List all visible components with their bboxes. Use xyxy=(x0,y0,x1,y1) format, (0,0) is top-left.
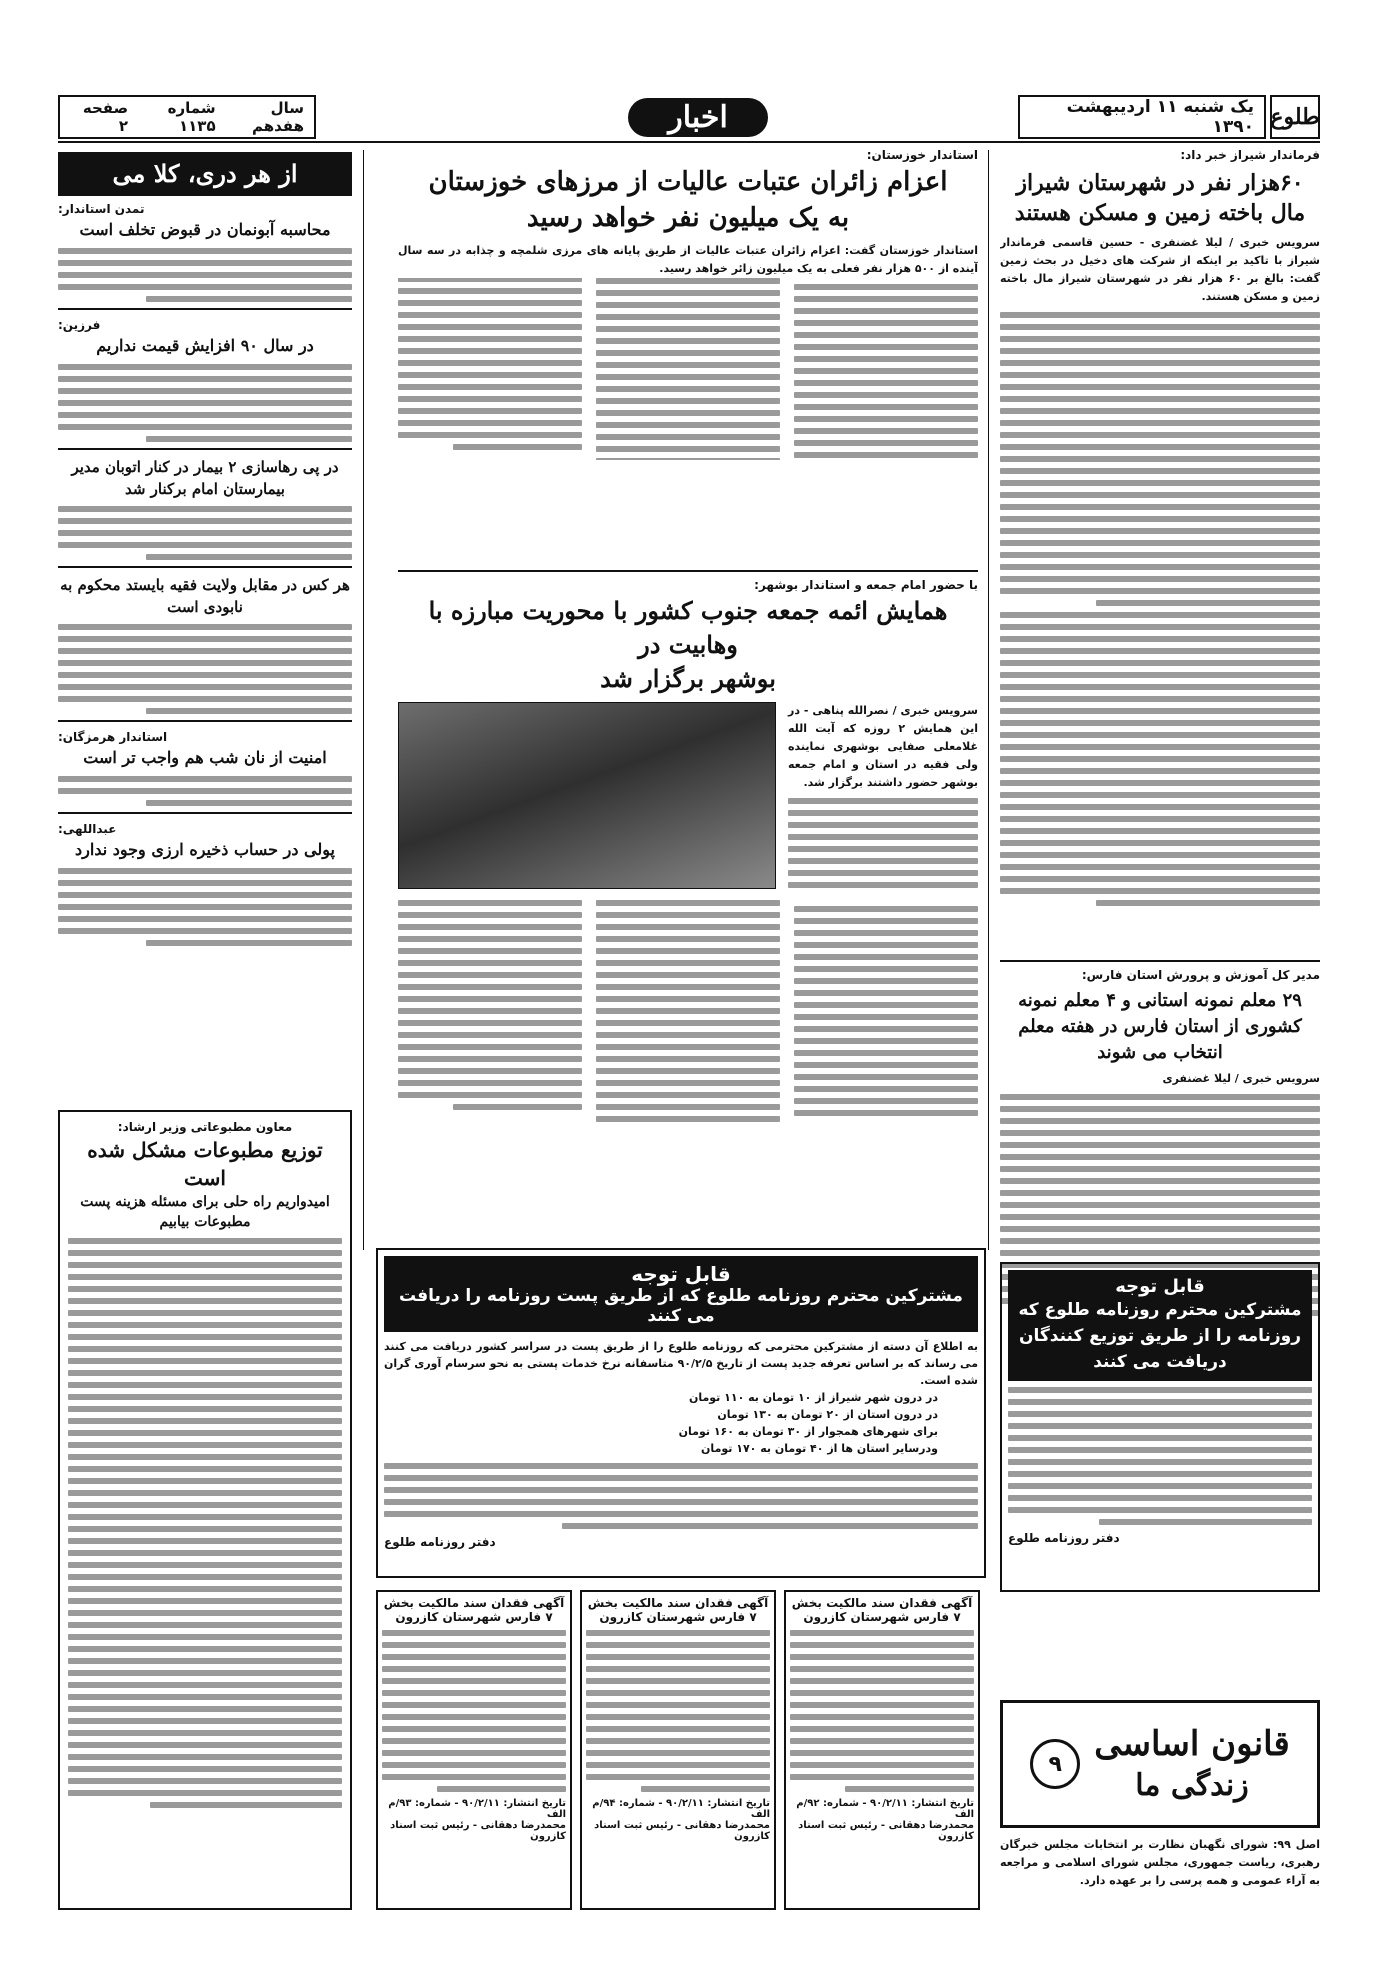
article-kicker: استاندار خوزستان: xyxy=(866,148,978,162)
notice-signature: دفتر روزنامه طلوع xyxy=(1008,1531,1120,1545)
article-headline: اعزام زائران عتبات عالیات از مرزهای خوزستان xyxy=(428,167,948,197)
notice-subtitle: مشترکین محترم روزنامه طلوع که از طریق پست روزنامه را دریافت می کنند xyxy=(399,1286,963,1326)
brief-item xyxy=(58,316,352,442)
brief-headline: در سال ۹۰ افزایش قیمت نداریم xyxy=(96,336,314,355)
article-body xyxy=(1000,312,1320,906)
constitution-number-badge: ۹ xyxy=(1030,1739,1080,1789)
left-column xyxy=(58,200,352,952)
brief-item xyxy=(58,456,352,560)
brief-headline: محاسبه آبونمان در قبوض تخلف است xyxy=(79,220,331,239)
notice-header xyxy=(1008,1270,1312,1381)
article-subheadline-2: مطبوعات بیابیم xyxy=(159,1214,251,1230)
rate-line: ودرسایر استان ها از ۴۰ تومان به ۱۷۰ تومان xyxy=(701,1442,938,1455)
brief-item xyxy=(58,728,352,806)
constitution-text: اصل ۹۹: شورای نگهبان نظارت بر انتخابات مجلس خبرگان رهبری، ریاست جمهوری، مجلس شورای اسلامی و مراجعه به آراء عمومی و همه پرسی را بر عهده دارد. xyxy=(1000,1838,1320,1887)
article-headline: همایش ائمه جمعه جنوب کشور با محوریت مبارزه با وهابیت در xyxy=(428,596,948,659)
ad-title: آگهی فقدان سند مالکیت بخش ۷ فارس شهرستان کازرون xyxy=(383,1596,565,1624)
brief-kicker: استاندار هرمزگان: xyxy=(58,730,168,744)
section-rule xyxy=(1000,960,1320,962)
brief-item xyxy=(58,820,352,946)
issue-box xyxy=(58,95,316,139)
article-headline: ۶۰هزار نفر در شهرستان شیراز مال باخته زمین و مسکن هستند xyxy=(1014,170,1306,226)
rate-line: در درون استان از ۲۰ تومان به ۱۳۰ تومان xyxy=(717,1408,938,1421)
issue-number: شماره ۱۱۳۵ xyxy=(167,99,216,135)
press-article-box xyxy=(58,1110,352,1910)
article-body xyxy=(788,798,978,888)
newspaper-logo xyxy=(1270,95,1320,139)
date-box xyxy=(1018,95,1266,139)
brief-item xyxy=(58,574,352,714)
notice-header xyxy=(384,1256,978,1332)
ad-signature: محمدرضا دهقانی - رئیس ثبت اسناد کازرون xyxy=(594,1820,770,1842)
logo-text: طلوع xyxy=(1270,104,1320,130)
article-kicker: فرماندار شیراز خبر داد: xyxy=(1180,148,1320,162)
right-column xyxy=(1000,146,1320,912)
article-lead: سرویس خبری / لیلا غضنفری - حسین قاسمی فرماندار شیراز با تاکید بر اینکه از شرکت های دخیل در بحث زمین گفت: بالغ بر ۶۰ هزار نفر در شهرستان شیراز مال باخته زمین و مسکن هستند. xyxy=(1000,236,1320,303)
constitution-box xyxy=(1000,1700,1320,1828)
ad-title: آگهی فقدان سند مالکیت بخش ۷ فارس شهرستان کازرون xyxy=(791,1596,973,1624)
article-headline: ۲۹ معلم نمونه استانی و ۴ معلم نمونه کشوری از استان فارس در هفته معلم انتخاب می شوند xyxy=(1018,990,1302,1063)
notice-subtitle: مشترکین محترم روزنامه طلوع که روزنامه را از طریق توزیع کنندگان دریافت می کنند xyxy=(1018,1300,1302,1372)
constitution-subtitle: زندگی ما xyxy=(1135,1768,1249,1803)
notice-title: قابل توجه xyxy=(631,1262,731,1286)
brief-headline: امنیت از نان شب هم واجب تر است xyxy=(83,748,327,767)
article-lead: سرویس خبری / نصرالله پناهی - در این همایش ۲ روزه که آیت الله غلامعلی صفایی بوشهری نماینده ولی فقیه در استان و امام جمعه بوشهر حضور داشتند برگزار شد. xyxy=(788,704,978,789)
column-divider xyxy=(988,150,989,1250)
article-headline: توزیع مطبوعات مشکل شده است xyxy=(87,1138,323,1190)
section-label: اخبار xyxy=(628,98,768,137)
article-subheadline: بوشهر برگزار شد xyxy=(600,664,776,693)
rate-line: در درون شهر شیراز از ۱۰ تومان به ۱۱۰ تومان xyxy=(688,1391,938,1404)
article-lead: استاندار خوزستان گفت: اعزام زائران عتبات عالیات از طریق پایانه های مرزی شلمچه و چذابه در سه سال آینده از ۵۰۰ هزار نفر فعلی به یک میلیون زائر خواهد رسید. xyxy=(398,244,978,275)
article-kicker: مدیر کل آموزش و پرورش استان فارس: xyxy=(1081,968,1320,982)
masthead-rule xyxy=(58,141,1320,143)
notice-body: به اطلاع آن دسته از مشترکین محترمی که روزنامه طلوع را از طریق پست در سراسر کشور دریافت می کنند می رساند که بر اساس تعرفه جدید پست از تاریخ ۹۰/۲/۵ متاسفانه نرخ خدمات پستی به نحو سرسام آوری گران شده است. xyxy=(384,1340,978,1387)
ad-signature: محمدرضا دهقانی - رئیس ثبت اسناد کازرون xyxy=(798,1820,974,1842)
page-number: صفحه ۲ xyxy=(82,99,129,135)
brief-headline: در پی رهاسازی ۲ بیمار در کنار اتوبان مدیر بیمارستان امام برکنار شد xyxy=(71,458,339,498)
brief-kicker: تمدن استاندار: xyxy=(58,202,145,216)
article-subheadline: امیدواریم راه حلی برای مسئله هزینه پست xyxy=(80,1194,330,1210)
article-body xyxy=(398,278,978,460)
article-body-continued xyxy=(398,900,978,1122)
brief-kicker: فرزین: xyxy=(58,318,101,332)
constitution-title: قانون اساسی xyxy=(1094,1724,1290,1764)
left-column-banner: از هر دری، کلا می xyxy=(58,152,352,196)
notice-title: قابل توجه xyxy=(1115,1276,1205,1297)
column-divider xyxy=(363,150,364,1250)
legal-ad xyxy=(580,1590,776,1910)
brief-headline: پولی در حساب ذخیره ارزی وجود ندارد xyxy=(75,840,335,859)
ad-footer: تاریخ انتشار: ۹۰/۲/۱۱ - شماره: ۹۲/م الف xyxy=(796,1798,974,1820)
subscriber-notice-post xyxy=(376,1248,986,1578)
postal-rates xyxy=(384,1389,978,1457)
section-rule xyxy=(398,570,978,572)
clerics-photo xyxy=(398,702,776,889)
legal-ad xyxy=(376,1590,572,1910)
brief-kicker: عبداللهی: xyxy=(58,822,117,836)
legal-ad xyxy=(784,1590,980,1910)
article-body xyxy=(68,1238,342,1808)
ad-footer: تاریخ انتشار: ۹۰/۲/۱۱ - شماره: ۹۳/م الف xyxy=(388,1798,566,1820)
center-mid-article xyxy=(398,576,978,1122)
rate-line: برای شهرهای همجوار از ۳۰ تومان به ۱۶۰ تومان xyxy=(678,1425,938,1438)
ad-footer: تاریخ انتشار: ۹۰/۲/۱۱ - شماره: ۹۴/م الف xyxy=(592,1798,770,1820)
ad-signature: محمدرضا دهقانی - رئیس ثبت اسناد کازرون xyxy=(390,1820,566,1842)
notice-signature: دفتر روزنامه طلوع xyxy=(384,1535,496,1549)
center-top-article xyxy=(398,146,978,460)
issue-year: سال هفدهم xyxy=(251,99,304,135)
issue-date: یک شنبه ۱۱ اردیبهشت ۱۳۹۰ xyxy=(1066,97,1254,137)
ad-title: آگهی فقدان سند مالکیت بخش ۷ فارس شهرستان کازرون xyxy=(587,1596,769,1624)
article-byline: سرویس خبری / لیلا غضنفری xyxy=(1162,1072,1320,1085)
brief-item xyxy=(58,200,352,302)
brief-headline: هر کس در مقابل ولایت فقیه بایستد محکوم به نابودی است xyxy=(60,576,350,616)
subscriber-notice-distributor xyxy=(1000,1262,1320,1592)
article-kicker: با حضور امام جمعه و استاندار بوشهر: xyxy=(754,578,978,592)
article-subheadline: به یک میلیون نفر خواهد رسید xyxy=(526,203,850,233)
section-title xyxy=(578,95,818,139)
article-kicker: معاون مطبوعاتی وزیر ارشاد: xyxy=(117,1120,293,1134)
